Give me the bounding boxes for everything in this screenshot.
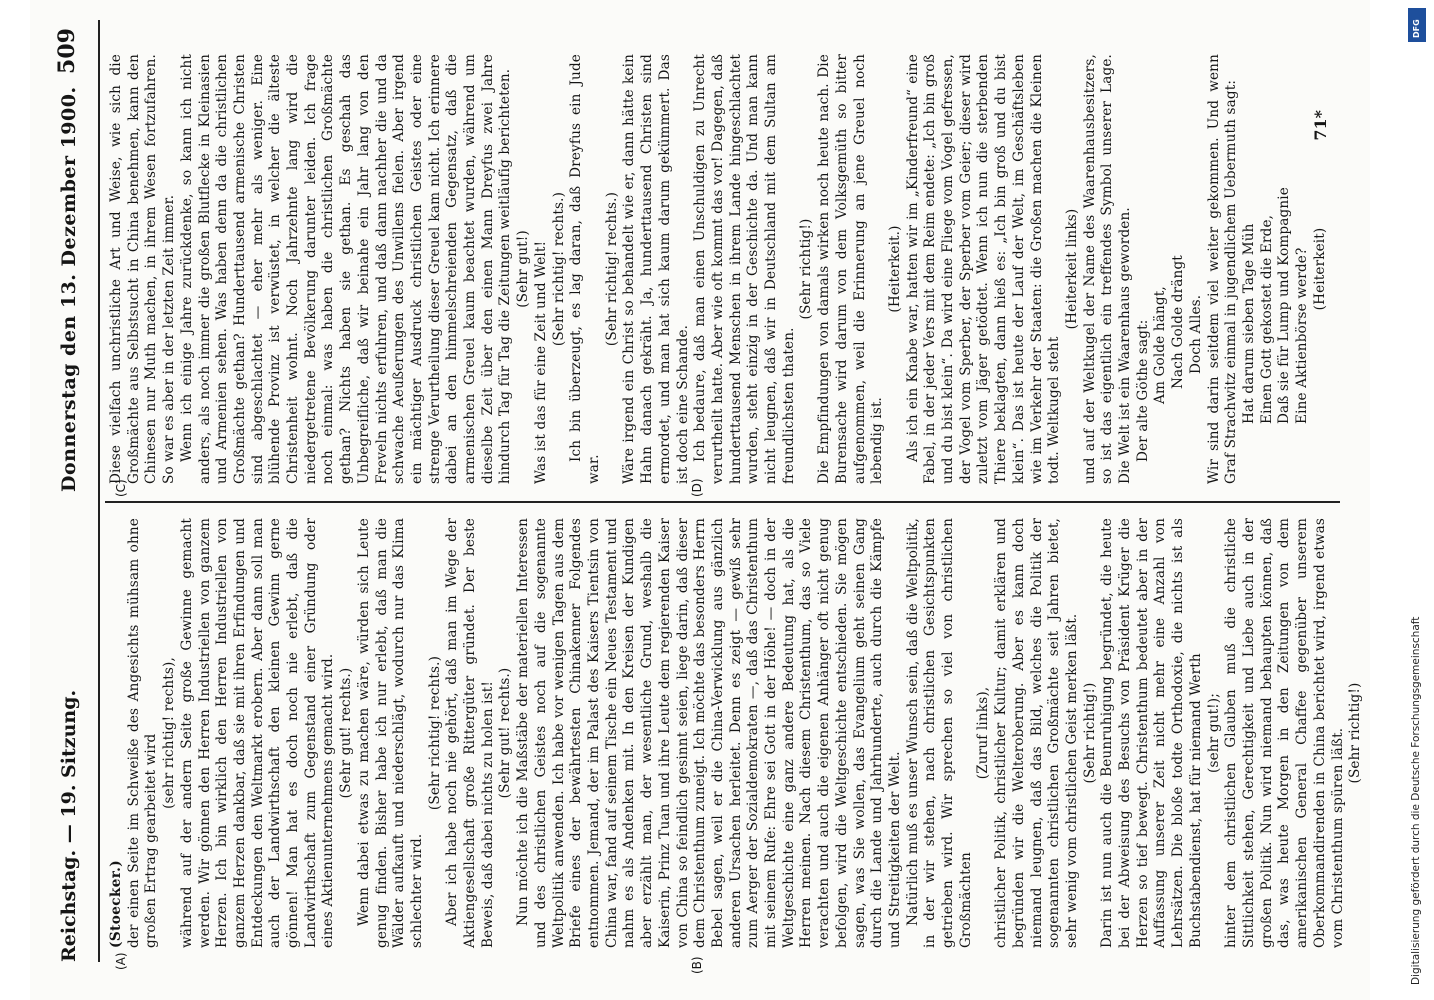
credit-text: Digitalisierung gefördert durch die Deutsche Forschungsgemeinschaft — [1410, 616, 1422, 985]
header-rule — [98, 20, 100, 962]
interjection: (Zuruf links), — [975, 686, 992, 780]
paragraph: christlicher Politik, christlicher Kultur; damit erklären und begründen wir die Welteroberung. Aber es kann doch niemand leugnen, daß das Bild, welches die Politik der sogenannten christlichen Großmächte seit Jahren bietet, sehr wenig vom christlichen Geist merken läßt. — [993, 518, 1080, 948]
interjection: (Heiterkeit) — [1311, 227, 1328, 311]
verse-line: Einen Gott gekostet die Erde, — [1258, 214, 1275, 424]
margin-mark-b: (B) — [690, 956, 704, 974]
interjection: (Heiterkeit.) — [886, 225, 903, 313]
right-column — [108, 54, 1330, 484]
interjection: (Sehr richtig!) — [798, 218, 815, 320]
margin-mark-c: (C) — [114, 479, 128, 497]
paragraph: Darin ist nun auch die Beunruhigung begründet, die heute bei der Abweisung des Besuchs von Präsident Krüger die Herzen so tief bewegt. Christenthum bedeutet aber in der Auffassung unserer Zeit nicht mehr eine Anzahl von Lehrsätzen. Die bloße todte Orthodoxie, die nichts ist als Buchstabendienst, hat für niemand Werth — [1099, 518, 1204, 948]
signature-mark: 71* — [1311, 110, 1330, 141]
paragraph: Ich bedaure, daß man einen Unschuldigen zu Unrecht verurtheilt hatte. Aber wie oft kommt das vor! Dagegen, daß hunderttausend Menschen in ihrem Lande hingeschlachtet wurden, steht einzig in der Geschichte da. Und man kann nicht leugnen, daß wir in Deutschland mit dem Sultan am freundlichsten thaten. — [692, 54, 797, 484]
interjection: (Sehr gut! rechts.) — [497, 667, 514, 799]
paragraph: Natürlich muß es unser Wunsch sein, daß die Weltpolitik, in der wir stehen, nach christlichen Gesichtspunkten getrieben wird. Wir sprechen so viel von christlichen Großmächten — [904, 518, 974, 948]
dfg-logo: DFG — [1408, 8, 1426, 42]
column-divider — [105, 501, 1340, 503]
verse-line: Nach Golde drängt — [1170, 255, 1187, 389]
page-header — [48, 20, 88, 962]
paragraph: Wäre irgend ein Christ so behandelt wie er, dann hätte kein Hahn danach gekräht. Ja, hunderttausend Christen sind ermordet, und man hat sich kaum darum gekümmert. Das ist doch eine Schande. — [621, 54, 691, 484]
interjection: (sehr richtig! rechts), — [161, 657, 178, 809]
digitization-credit — [1400, 0, 1434, 1000]
interjection: (Sehr richtig!) — [1347, 682, 1364, 784]
verse-line: Am Golde hängt, — [1152, 286, 1169, 404]
margin-mark-d: (D) — [690, 478, 704, 497]
paragraph: während auf der andern Seite große Gewinne gemacht werden. Wir gönnen den Herren Industriellen von ganzem Herzen. Ich bin wirklich den Herren Industriellen von ganzem Herzen dankbar, daß sie mit ihren Erfindungen und Entdeckungen den Weltmarkt erobern. Aber dann soll man auch der Landwirthschaft den kleinen Gewinn gerne gönnen! Man hat es doch noch nie erlebt, daß die Landwirthschaft zum Gegenstand einer Gründung oder eines Aktienunternehmens gemacht wird. — [178, 518, 337, 948]
interjection: (Sehr richtig!) — [1081, 682, 1098, 784]
paragraph: und auf der Weltkugel der Name des Waarenhausbesitzers, so ist das eigentlich ein treffendes Symbol unserer Lage. Die Welt ist ein Waarenhaus geworden. — [1081, 54, 1134, 484]
left-column-text — [126, 518, 1365, 948]
paragraph: Ich bin überzeugt, es lag daran, daß Dreyfus ein Jude war. — [568, 54, 602, 484]
paragraph: Diese vielfach unchristliche Art und Weise, wie sich die Großmächte aus Selbstsucht in China benehmen, kann den Chinesen nur Muth machen, in ihrem Wesen fortzufahren. So war es aber in der letzten Zeit immer. — [108, 54, 178, 484]
interjection: (Sehr gut! rechts.) — [338, 667, 355, 799]
left-column — [108, 518, 1365, 948]
paragraph: Wir sind darin seitdem viel weiter gekommen. Und wenn Graf Strachwitz einmal in jugendlichem Uebermuth sagt: — [1205, 54, 1240, 484]
interjection: (Sehr richtig! rechts.) — [426, 655, 443, 811]
header-date: Donnerstag den 13. Dezember 1900. — [58, 86, 80, 492]
document-page — [30, 0, 1370, 1000]
paragraph: Der alte Göthe sagt: — [1134, 319, 1151, 462]
paragraph: hinter dem christlichen Glauben muß die christliche Sittlichkeit stehen, Gerechtigkeit und Liebe auch in der großen Politik. Nun wird niemand behaupten können, daß das, was heute Morgen in den Zeitungen von dem amerikanischen General Chaffee gegenüber unserem Oberkommandirenden in China berichtet wird, irgend etwas vom Christenthum spüren läßt. — [1223, 518, 1346, 948]
paragraph: Wenn ich einige Jahre zurückdenke, so kann ich nicht anders, als noch immer die großen Blutflecke in Kleinasien und Armenien sehen. Was haben denn da die christlichen Großmächte gethan? Hunderttausend armenische Christen sind abgeschlachtet — eher mehr als weniger. Eine blühende Provinz ist verwüstet, in welcher die älteste Christenheit wohnt. Noch Jahrzehnte lang wird die niedergetretene Bevölkerung darunter leiden. Ich frage noch einmal: was haben die christlichen Großmächte gethan? Nichts haben sie gethan. Es geschah das Unbegreifliche, daß wir beinahe ein Jahr lang von den Freveln nichts erfuhren, und daß dann nachher die und da schwache Aeußerungen des Unwillens fielen. Aber irgend ein mächtiger Ausdruck christlichen Geistes oder eine strenge Verurtheilung dieser Greuel kam nicht. Ich erinnere dabei an den himmelschreienden Gegensatz, daß die armenischen Greuel kaum beachtet wurden, während um dieselbe Zeit über den einen Mann Dreyfus zwei Jahre hindurch Tag für Tag die Zeitungen weitläufig berichteten. — [178, 54, 514, 484]
verse-line: Eine Aktienbörse werde? — [1294, 247, 1311, 424]
verse-line: Daß sie für Lump und Kompagnie — [1276, 187, 1293, 424]
interjection: (Sehr gut!) — [515, 230, 532, 308]
paragraph: Aber ich habe noch nie gehört, daß man im Wege der Aktiengesellschaft große Rittergüter gründet. Der beste Beweis, daß dabei nichts zu holen ist! — [444, 518, 496, 948]
interjection: (Heiterkeit links) — [1063, 208, 1080, 330]
right-column-text — [108, 54, 1330, 484]
paragraph: Nun möchte ich die Maßstäbe der materiellen Interessen und des christlichen Geistes noch auf die sogenannte Weltpolitik anwenden. Ich habe vor wenigen Tagen aus dem Briefe eines der bewährtesten Chinakenner Folgendes entnommen. Jemand, der im Palast des Kaisers Tientsin von China war, fand auf seinem Tische ein Neues Testament und nahm es als Andenken mit. In den Kreisen der Kundigen aber erzählt man, der wesentliche Grund, weshalb die Kaiserin, Prinz Tuan und ihre Leute dem regierenden Kaiser von China so feindlich gesinnt seien, liege darin, daß dieser dem Christenthum zuneigt. Ich möchte das besonders Herrn Bebel sagen, weil er die China-Verwicklung aus gänzlich anderen Ursachen herleitet. Denn es zeigt — gewiß sehr zum Aerger der Sozialdemokraten —, daß das Christenthum mit seinem Rufe: Ehre sei Gott in der Höhe! — doch in der Weltgeschichte eine ganz andere Bedeutung hat, als die Herren meinen. Nach diesem Christenthum, das so Viele verachten und auch die eigenen Anhänger oft nicht genug befolgen, wird die Weltgeschichte entschieden. Sie mögen sagen, was Sie wollen, das Evangelium geht seinen Gang durch die Lande und Jahrhunderte, auch durch die Kämpfe und Streitigkeiten der Welt. — [515, 518, 903, 948]
margin-mark-a: (A) — [114, 952, 128, 970]
paragraph: der einen Seite im Schweiße des Angesichts mühsam ohne großen Ertrag gearbeitet wird — [125, 518, 160, 948]
interjection: (Sehr richtig! rechts.) — [603, 191, 620, 347]
paragraph: Als ich ein Knabe war, hatten wir im „Kinderfreund“ eine Fabel, in der jeder Vers mit dem Reim endete: „Ich bin groß und du bist klein“. Da wird eine Fliege vom Vogel gefressen, der Vogel vom Sperber, der Sperber vom Geier; dieser wird zuletzt vom Jäger getödtet. Wenn ich nun die sterbenden Thiere beklagten, dann hieß es: „Ich bin groß und du bist klein“. Das ist heute der Lauf der Welt, im Geschäftsleben wie im Verkehr der Staaten: die Großen machen die Kleinen todt. Weltkugel steht — [904, 54, 1063, 484]
interjection: (Sehr richtig! rechts.) — [550, 191, 567, 347]
speaker-label: (Stoecker.) — [108, 859, 124, 948]
verse-line: Doch Alles. — [1187, 294, 1204, 374]
verse-line: Hat darum sieben Tage Müh — [1241, 223, 1257, 424]
page-number: 509 — [54, 28, 80, 74]
header-session: Reichstag. — 19. Sitzung. — [58, 689, 80, 962]
paragraph: Die Empfindungen von damals wirken noch heute nach. Die Burensache wird darum von dem Volksgemüth so bitter aufgenommen, weil die Erinnerung an jene Greuel noch lebendig ist. — [816, 54, 886, 484]
paragraph: Wenn dabei etwas zu machen wäre, würden sich Leute genug finden. Bisher habe ich nur erlebt, daß man die Wälder aufkauft und niederschlägt, wodurch nur das Klima schlechter wird. — [355, 518, 425, 948]
paragraph: Was ist das für eine Zeit und Welt! — [532, 240, 549, 484]
interjection: (sehr gut!); — [1205, 693, 1222, 773]
